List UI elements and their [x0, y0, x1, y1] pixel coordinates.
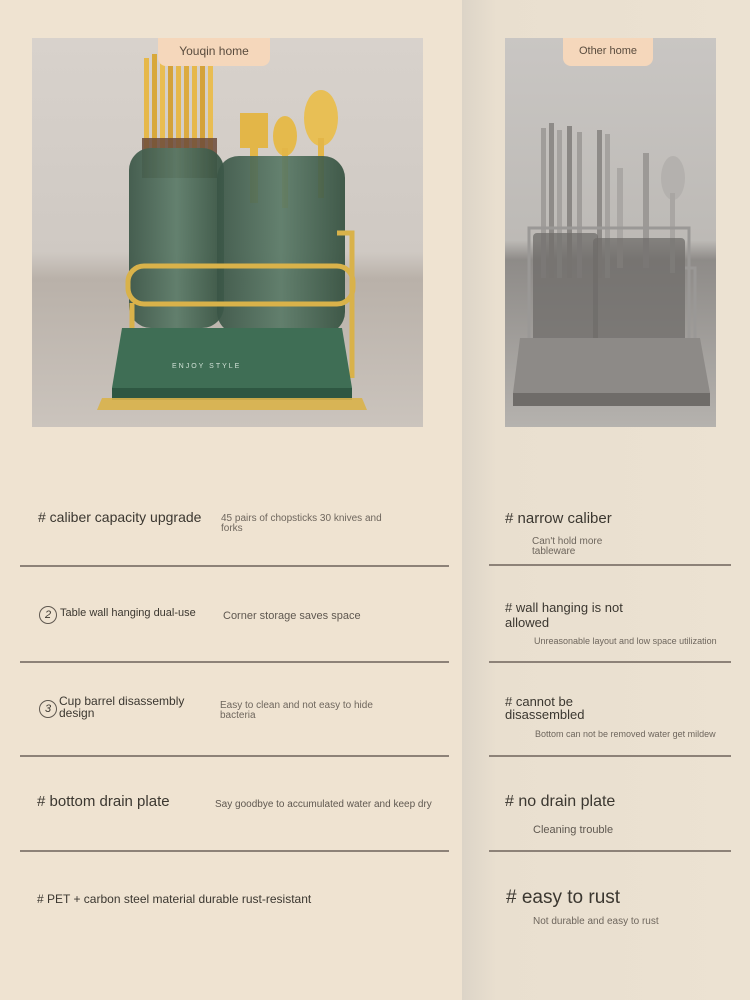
right-feature-2-desc: Unreasonable layout and low space utilization: [534, 636, 717, 646]
left-feature-2-desc: Corner storage saves space: [223, 610, 361, 622]
left-cup-icon: [533, 233, 598, 353]
right-feature-1-title: # narrow caliber: [505, 510, 612, 527]
other-product-photo: [505, 38, 716, 427]
youqin-product-photo: [32, 38, 423, 427]
right-feature-1-desc: Can't hold more tableware: [532, 536, 603, 557]
divider: [489, 661, 731, 663]
left-cup-icon: [129, 148, 224, 328]
left-feature-3-desc: Easy to clean and not easy to hide bacteria: [220, 700, 373, 721]
divider: [489, 755, 731, 757]
divider: [489, 564, 731, 566]
number-3-badge: 3: [39, 700, 57, 718]
left-feature-1-title: # caliber capacity upgrade: [38, 509, 202, 525]
drain-tray-icon: [112, 328, 352, 388]
left-feature-5-title: # PET + carbon steel material durable rust-resistant: [37, 892, 312, 906]
divider: [20, 850, 449, 852]
right-feature-2-title: # wall hanging is not allowed: [505, 600, 623, 630]
right-feature-4-desc: Cleaning trouble: [533, 824, 614, 836]
left-feature-4-title: # bottom drain plate: [37, 793, 170, 810]
right-feature-4-title: # no drain plate: [505, 793, 616, 810]
number-2-badge: 2: [39, 606, 57, 624]
left-feature-3-title: Cup barrel disassembly design: [59, 694, 185, 720]
left-feature-1-desc: 45 pairs of chopsticks 30 knives and forks: [221, 513, 382, 534]
left-feature-2-title: Table wall hanging dual-use: [60, 607, 196, 619]
right-feature-3-title: # cannot be disassembled: [505, 694, 585, 722]
youqin-home-tag: Youqin home: [158, 38, 270, 66]
drain-tray-icon: [513, 338, 710, 393]
right-feature-5-desc: Not durable and easy to rust: [533, 916, 659, 927]
right-cup-icon: [217, 156, 345, 334]
left-feature-4-desc: Say goodbye to accumulated water and keep dry: [215, 799, 432, 810]
divider: [20, 565, 449, 567]
product-label: ENJOY STYLE: [172, 363, 242, 370]
divider: [489, 850, 731, 852]
divider: [20, 755, 449, 757]
divider: [20, 661, 449, 663]
green-gold-utensil-holder-illustration: [32, 38, 423, 427]
grey-utensil-holder-illustration: [505, 38, 716, 427]
right-feature-5-title: # easy to rust: [506, 887, 621, 908]
other-home-tag: Other home: [563, 38, 653, 66]
right-feature-3-desc: Bottom can not be removed water get mildew: [535, 729, 716, 739]
